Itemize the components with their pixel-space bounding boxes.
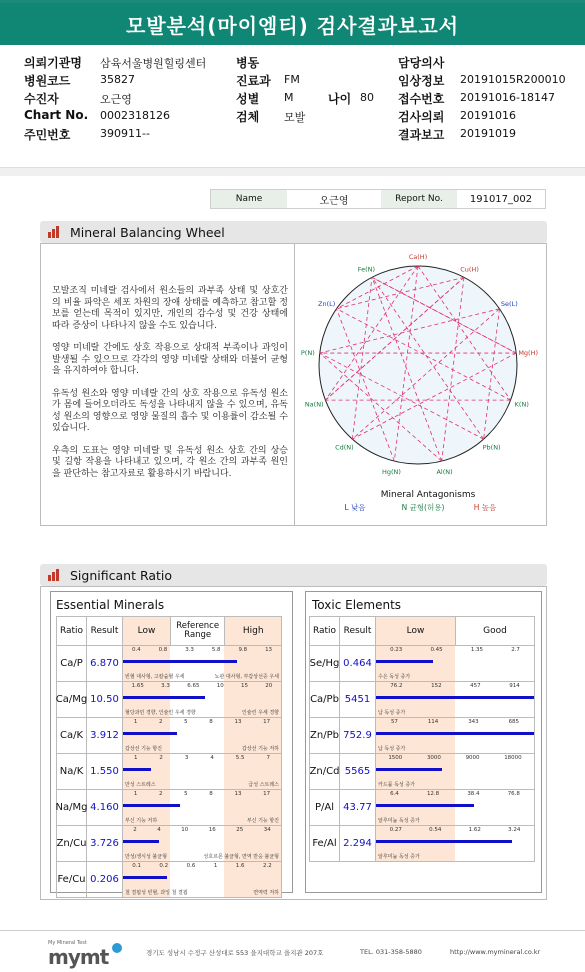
wheel-legend-item: L 낮음 (344, 503, 366, 512)
ratio-bar (123, 732, 177, 735)
high-interpretation: 면역력 저하 (253, 889, 279, 896)
tick-label: 0.6 (186, 863, 196, 869)
low-interpretation: 갑상선 기능 항진 (125, 745, 162, 752)
tick-labels (123, 647, 281, 653)
ratio-table-header (309, 616, 535, 646)
tick-label: 0.27 (389, 827, 402, 833)
wheel-node-label: Cd(N) (335, 443, 354, 452)
info-value: 삼육서울병원힐링센터 (100, 57, 207, 70)
low-interpretation: 알루미늄 독성 증가 (378, 853, 420, 860)
ratio-name: Zn/Cu (57, 826, 87, 861)
tick-labels (123, 683, 281, 689)
tick-label: 343 (468, 719, 479, 725)
ratio-name: Na/K (57, 754, 87, 789)
info-row (0, 54, 585, 72)
column-result-header: Result (340, 617, 376, 645)
tick-labels (376, 719, 534, 725)
ratio-name: Ca/Mg (57, 682, 87, 717)
ratio-name: Fe/Cu (57, 862, 87, 897)
tick-label: 8 (209, 791, 213, 797)
tick-label: 9000 (465, 755, 480, 761)
ratio-bar (376, 768, 442, 771)
tick-label: 2.2 (262, 863, 272, 869)
wheel-description (52, 286, 288, 491)
report-no-label: Report No. (381, 190, 457, 208)
tick-label: 25 (236, 827, 244, 833)
ratio-bar (376, 804, 474, 807)
tick-label: 10 (216, 683, 224, 689)
ratio-name: Zn/Pb (310, 718, 340, 753)
tick-label: 17 (263, 719, 271, 725)
ratio-name: Ca/P (57, 646, 87, 681)
wheel-section-header (40, 221, 547, 243)
wheel-node-label: Mg(H) (518, 348, 539, 357)
ratio-result: 0.206 (87, 862, 123, 897)
info-label: 병원코드 (24, 74, 71, 88)
tick-label: 1.6 (235, 863, 245, 869)
tick-label: 1 (213, 863, 218, 869)
high-interpretation: 급성 스트레스 (248, 781, 279, 788)
low-interpretation: 만성 스트레스 (125, 781, 156, 788)
ratio-bar-area (376, 790, 534, 825)
ratio-bar-area (376, 646, 534, 681)
low-interpretation: 납 독성 증가 (378, 709, 406, 716)
high-interpretation: 성호르몬 불균형, 면역 반응 불균형 (203, 853, 279, 860)
ratio-bar-area (123, 826, 281, 861)
tick-label: 1.62 (468, 827, 481, 833)
ratio-table (309, 616, 535, 862)
tick-labels (376, 683, 534, 689)
essential-minerals-title: Essential Minerals (56, 598, 165, 612)
info-value: 80 (360, 91, 374, 104)
mineral-antagonism-wheel (295, 244, 545, 524)
tick-label: 914 (509, 683, 520, 689)
wheel-node-label: Cu(H) (460, 265, 479, 274)
info-label: 검사의뢰 (398, 110, 445, 124)
tick-labels (123, 863, 281, 869)
low-interpretation: 만성/생식성 불균형 (125, 853, 167, 860)
info-label: 수진자 (24, 92, 59, 106)
tick-label: 5 (184, 791, 188, 797)
column-low-header: Low (123, 617, 171, 645)
tick-label: 15 (241, 683, 249, 689)
section-divider (0, 167, 585, 176)
wheel-paragraph: 영양 미네랄 간에도 상호 작용으로 상대적 부족이나 과잉이 발생될 수 있으므로 각각의 영양 미네랄 상태와 더불어 균형을 유지하여야 합니다. (52, 343, 288, 376)
ratio-bar-area (123, 790, 281, 825)
info-label: 주민번호 (24, 128, 71, 142)
ratio-table (56, 616, 282, 898)
tick-labels (376, 827, 534, 833)
name-report-box (210, 189, 546, 209)
report-title: 모발분석(마이엠티) 검사결과보고서 (0, 3, 585, 45)
ratio-name: Na/Mg (57, 790, 87, 825)
tick-label: 8 (209, 719, 213, 725)
wheel-node-label: Zn(L) (318, 300, 336, 309)
tick-labels (123, 791, 281, 797)
tick-label: 3000 (426, 755, 441, 761)
ratio-bar-area (376, 682, 534, 717)
tick-label: 0.1 (132, 863, 141, 869)
column-reference-header: Reference Range (171, 617, 225, 645)
ratio-section-header (40, 564, 547, 586)
ratio-bar-area (123, 862, 281, 897)
tick-label: 5 (184, 719, 188, 725)
ratio-result: 10.50 (87, 682, 123, 717)
info-row (0, 108, 585, 126)
wheel-node-label: P(N) (300, 348, 315, 357)
column-ratio-header: Ratio (57, 617, 87, 645)
info-value: 오근영 (100, 93, 132, 106)
ratio-bar (123, 876, 167, 879)
info-label: 접수번호 (398, 92, 445, 106)
ratio-row (309, 646, 535, 682)
ratio-bar-area (376, 754, 534, 789)
low-interpretation: 납 독성 증가 (378, 745, 406, 752)
tick-label: 76.8 (507, 791, 520, 797)
report-no-value: 191017_002 (457, 190, 545, 208)
low-interpretation: 혈당과민 경향, 인슐린 우세 경향 (125, 709, 196, 716)
ratio-name: Zn/Cd (310, 754, 340, 789)
tick-labels (123, 827, 281, 833)
ratio-result: 43.77 (340, 790, 376, 825)
wheel-node-label: Se(L) (500, 300, 518, 309)
ratio-row (56, 862, 282, 898)
ratio-row (56, 826, 282, 862)
info-label: 검체 (236, 110, 260, 124)
tick-label: 114 (427, 719, 439, 725)
tick-label: 2 (158, 791, 163, 797)
ratio-row (309, 826, 535, 862)
wheel-node-label: Na(N) (304, 400, 324, 409)
column-ratio-header: Ratio (310, 617, 340, 645)
tick-label: 1.65 (131, 683, 144, 689)
ratio-bar (376, 732, 534, 735)
high-interpretation: 갑상선 기능 저하 (242, 745, 279, 752)
tick-label: 2.7 (511, 647, 520, 653)
high-interpretation: 인슐린 우세 경향 (242, 709, 279, 716)
low-interpretation: 수은 독성 증가 (378, 673, 411, 680)
tick-label: 2 (159, 755, 163, 761)
wheel-node-label: Fe(N) (357, 265, 376, 274)
tick-label: 13 (265, 647, 273, 653)
tick-label: 1 (133, 719, 138, 725)
tick-label: 10 (181, 827, 189, 833)
ratio-bar (376, 660, 433, 663)
info-label: 병동 (236, 56, 260, 70)
info-value: 20191019 (460, 127, 516, 140)
info-label: 나이 (328, 92, 352, 106)
ratio-result: 3.912 (87, 718, 123, 753)
info-value: FM (284, 73, 300, 86)
ratio-bar-area (376, 826, 534, 861)
ratio-result: 4.160 (87, 790, 123, 825)
tick-label: 0.8 (158, 647, 168, 653)
tick-label: 3.3 (161, 683, 170, 689)
wheel-node-label: Ca(H) (408, 253, 428, 261)
ratio-bar (123, 804, 180, 807)
info-value: M (284, 91, 294, 104)
tick-label: 2 (158, 719, 163, 725)
ratio-name: Fe/Al (310, 826, 340, 861)
wheel-node-label: Al(N) (436, 467, 453, 476)
low-interpretation: 카드뮴 독성 증가 (378, 781, 415, 788)
high-interpretation: 뇨관 대사형, 부갑상선증 우세 (214, 673, 279, 680)
info-label: 결과보고 (398, 128, 445, 142)
ratio-bar-area (123, 718, 281, 753)
tick-label: 16 (208, 827, 216, 833)
ratio-row (309, 682, 535, 718)
info-value: 390911-- (100, 127, 150, 140)
tick-label: 17 (263, 791, 271, 797)
tick-label: 7 (266, 755, 270, 761)
tick-labels (376, 647, 534, 653)
wheel-paragraph: 모발조직 미네랄 검사에서 원소들의 과부족 상태 및 상호간의 비율 파악은 세포 차원의 장애 상태를 예측하고 참고할 정보를 얻는데 목적이 있지만, 개인의 감수성 및 건강 상태에 따라 증상이 나타나지 않을 수도 있습니다. (52, 286, 288, 331)
low-interpretation: 철 결핍성 빈혈, 과잉 철 결핍 (125, 889, 188, 896)
ratio-result: 2.294 (340, 826, 376, 861)
wheel-node-label: K(N) (514, 400, 529, 409)
tick-labels (123, 755, 281, 761)
tick-label: 1 (133, 791, 138, 797)
ratio-result: 752.9 (340, 718, 376, 753)
name-label: Name (211, 190, 287, 208)
tick-label: 4 (210, 755, 214, 761)
tick-label: 57 (390, 719, 398, 725)
high-interpretation: 부신 기능 항진 (246, 817, 279, 824)
info-label: 임상정보 (398, 74, 445, 88)
ratio-name: Se/Hg (310, 646, 340, 681)
ratio-result: 6.870 (87, 646, 123, 681)
column-low-header: Low (376, 617, 456, 645)
wheel-section-title: Mineral Balancing Wheel (70, 224, 225, 240)
ratio-row (309, 754, 535, 790)
ratio-bar (123, 660, 237, 663)
ratio-table-header (56, 616, 282, 646)
info-label: 성별 (236, 92, 260, 106)
wheel-paragraph: 유독성 원소와 영양 미네랄 간의 상호 작용으로 유독성 원소가 몸에 들어오더라도 독성을 나타내지 않을 수 있으며, 유독성 원소의 영향으로 영양 물질의 흡수 및 이용률이 감소될 수 있습니다. (52, 388, 288, 433)
info-label: 의뢰기관명 (24, 56, 82, 70)
ratio-result: 5565 (340, 754, 376, 789)
tick-label: 13 (234, 719, 242, 725)
ratio-name: Ca/Pb (310, 682, 340, 717)
ratio-result: 0.464 (340, 646, 376, 681)
low-interpretation: 빈혈 대사형, 고칼슘혈 우세 (125, 673, 185, 680)
wheel-caption: Mineral Antagonisms (380, 490, 476, 500)
tick-label: 4 (157, 827, 161, 833)
toxic-elements-title: Toxic Elements (312, 598, 402, 612)
ratio-name: P/Al (310, 790, 340, 825)
ratio-bar (123, 768, 151, 771)
tick-labels (376, 791, 534, 797)
column-result-header: Result (87, 617, 123, 645)
tick-label: 152 (431, 683, 442, 689)
tick-label: 0.4 (131, 647, 141, 653)
ratio-name: Ca/K (57, 718, 87, 753)
tick-labels (123, 719, 281, 725)
tick-label: 9.8 (238, 647, 248, 653)
tick-label: 0.2 (159, 863, 169, 869)
tick-label: 20 (265, 683, 273, 689)
tick-label: 1 (133, 755, 138, 761)
ratio-bar-area (123, 754, 281, 789)
ratio-result: 1.550 (87, 754, 123, 789)
info-label: Chart No. (24, 108, 89, 122)
tick-label: 12.8 (426, 791, 440, 797)
tick-label: 2 (133, 827, 137, 833)
brand-tagline: My Mineral Test (48, 940, 87, 946)
tick-label: 1.35 (470, 647, 484, 653)
info-row (0, 90, 585, 108)
tick-label: 1500 (388, 755, 403, 761)
tick-label: 34 (263, 827, 271, 833)
bar-chart-icon (48, 226, 62, 238)
ratio-bar (376, 696, 534, 699)
footer-tel: TEL. 031-358-5880 (360, 948, 422, 956)
ratio-result: 3.726 (87, 826, 123, 861)
tick-label: 13 (234, 791, 242, 797)
ratio-row (309, 718, 535, 754)
ratio-result: 5451 (340, 682, 376, 717)
wheel-node-label: Pb(N) (482, 443, 501, 452)
ratio-bar (376, 840, 512, 843)
info-value: 0002318126 (100, 109, 170, 122)
ratio-bar-area (123, 682, 281, 717)
bar-chart-icon (48, 569, 62, 581)
wheel-node-label: Hg(N) (381, 467, 401, 476)
tick-label: 3.3 (185, 647, 194, 653)
tick-label: 18000 (504, 755, 522, 761)
ratio-bar-area (123, 646, 281, 681)
ratio-bar-area (376, 718, 534, 753)
column-good-header: Good (456, 617, 534, 645)
low-interpretation: 알루미늄 독성 증가 (378, 817, 420, 824)
ratio-bar (123, 840, 159, 843)
ratio-section-title: Significant Ratio (70, 567, 173, 583)
ratio-bar (123, 696, 205, 699)
tick-label: 457 (470, 683, 481, 689)
tick-label: 5.5 (235, 755, 245, 761)
tick-label: 0.45 (430, 647, 443, 653)
ratio-row (309, 790, 535, 826)
tick-label: 5.8 (211, 647, 221, 653)
ratio-row (56, 646, 282, 682)
low-interpretation: 부신 기능 저하 (125, 817, 158, 824)
brand-logo: mymt (48, 945, 109, 969)
info-value: 35827 (100, 73, 135, 86)
wheel-circle (319, 266, 517, 464)
wheel-legend-item: N 균형(허용) (401, 503, 445, 512)
tick-label: 3 (184, 755, 189, 761)
info-value: 20191016 (460, 109, 516, 122)
ratio-row (56, 754, 282, 790)
info-row (0, 126, 585, 144)
tick-label: 0.23 (390, 647, 403, 653)
info-label: 담당의사 (398, 56, 445, 70)
tick-label: 76.2 (390, 683, 403, 689)
name-value: 오근영 (287, 190, 381, 208)
wheel-paragraph: 우측의 도표는 영양 미네랄 및 유독성 원소 상호 간의 상승 및 길항 작용을 나타내고 있으며, 각 원소 간의 과부족 원인을 판단하는 참고자료로 활용하시기 바랍니다. (52, 445, 288, 479)
info-label: 진료과 (236, 74, 271, 88)
column-high-header: High (225, 617, 281, 645)
info-value: 20191016-18147 (460, 91, 555, 104)
tick-label: 3.24 (508, 827, 521, 833)
tick-label: 38.4 (467, 791, 480, 797)
ratio-row (56, 718, 282, 754)
info-value: 20191015R200010 (460, 73, 566, 86)
tick-labels (376, 755, 534, 761)
footer (0, 930, 585, 972)
footer-url: http://www.mymineral.co.kr (450, 948, 541, 956)
tick-label: 685 (508, 719, 520, 725)
footer-address: 경기도 성남시 수정구 산성대로 553 을지대학교 을지관 207호 (146, 949, 324, 957)
ratio-row (56, 790, 282, 826)
wheel-legend-item: H 높음 (473, 503, 497, 512)
info-value: 모발 (284, 111, 306, 124)
tick-label: 0.54 (429, 827, 442, 833)
ratio-row (56, 682, 282, 718)
brand-dot-icon (112, 943, 122, 953)
tick-label: 6.4 (390, 791, 399, 797)
tick-label: 6.65 (187, 683, 200, 689)
info-row (0, 72, 585, 90)
